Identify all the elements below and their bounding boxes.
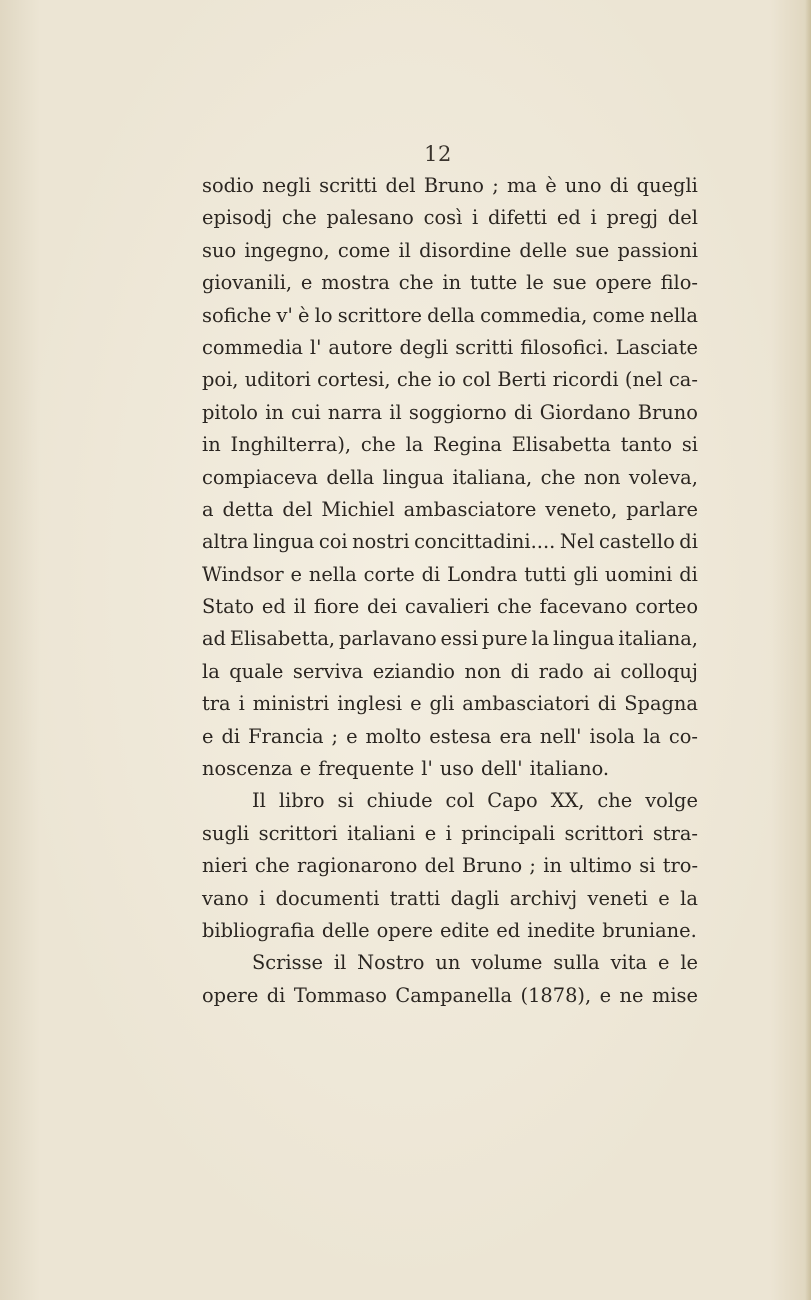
text-line: tra i ministri inglesi e gli ambasciatori di Spagna <box>202 692 698 716</box>
text-line: altra lingua coi nostri concittadini.... Nel castello di <box>202 530 698 554</box>
text-line: episodj che palesano così i difetti ed i pregj del <box>202 206 698 230</box>
text-line: poi, uditori cortesi, che io col Berti ricordi (nel ca- <box>202 368 698 392</box>
text-line: compiaceva della lingua italiana, che non voleva, <box>202 465 698 489</box>
text-line: sugli scrittori italiani e i principali scrittori stra- <box>202 821 698 845</box>
body-text <box>202 170 698 1012</box>
text-line: opere di Tommaso Campanella (1878), e ne mise <box>202 983 698 1007</box>
text-line: Windsor e nella corte di Londra tutti gli uomini di <box>202 562 698 586</box>
text-line: Scrisse il Nostro un volume sulla vita e le <box>252 951 698 975</box>
text-line: sodio negli scritti del Bruno ; ma è uno di quegli <box>202 174 698 197</box>
text-line: Stato ed il fiore dei cavalieri che facevano corteo <box>202 595 698 619</box>
text-line: in Inghilterra), che la Regina Elisabetta tanto si <box>202 433 698 457</box>
text-line: a detta del Michiel ambasciatore veneto, parlare <box>202 497 698 521</box>
text-line: pitolo in cui narra il soggiorno di Giordano Bruno <box>202 400 698 424</box>
text-line: ad Elisabetta, parlavano essi pure la lingua italiana, <box>202 627 698 651</box>
text-line: e di Francia ; e molto estesa era nell' isola la co- <box>202 724 698 748</box>
text-line: commedia l' autore degli scritti filosofici. Lasciate <box>202 335 698 359</box>
text-line: giovanili, e mostra che in tutte le sue opere filo- <box>202 271 698 295</box>
text-line: noscenza e frequente l' uso dell' italiano. <box>202 757 610 781</box>
text-line: la quale serviva eziandio non di rado ai colloquj <box>202 659 698 683</box>
text-line: Il libro si chiude col Capo XX, che volge <box>252 789 698 813</box>
text-line: bibliografia delle opere edite ed inedite bruniane. <box>202 918 697 942</box>
text-line: nieri che ragionarono del Bruno ; in ultimo si tro- <box>202 854 698 878</box>
page-edge-shadow <box>805 0 811 1300</box>
page-number: 12 <box>424 142 452 166</box>
text-line: suo ingegno, come il disordine delle sue passioni <box>202 238 698 262</box>
text-line: vano i documenti tratti dagli archivj veneti e la <box>202 886 698 910</box>
text-line: sofiche v' è lo scrittore della commedia, come nella <box>202 303 698 327</box>
